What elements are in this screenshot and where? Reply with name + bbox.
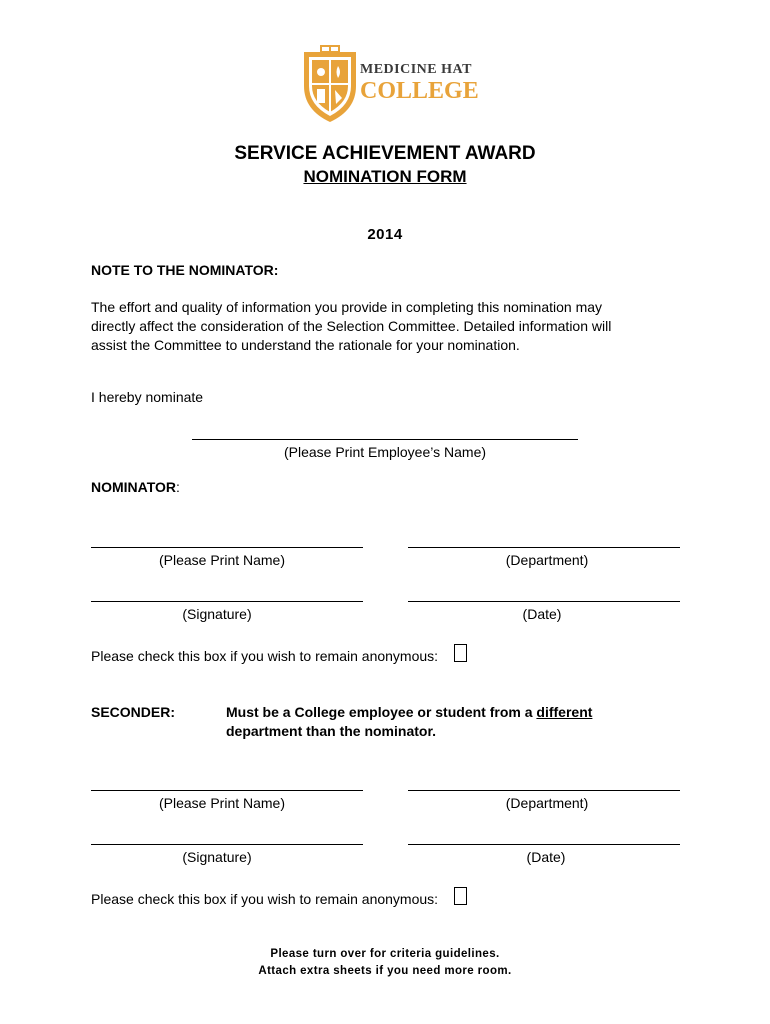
nominator-department-caption: (Department) [505, 552, 589, 568]
note-line: directly affect the consideration of the Selection Committee. Detailed information will [91, 318, 612, 334]
note-line: assist the Committee to understand the rationale for your nomination. [91, 337, 520, 353]
nominee-name-field[interactable] [192, 439, 578, 440]
nominator-date-field[interactable] [408, 601, 680, 602]
nominator-name-field[interactable] [91, 547, 363, 548]
seconder-department-field[interactable] [408, 790, 680, 791]
note-heading: NOTE TO THE NOMINATOR: [91, 262, 279, 278]
seconder-requirement-line1 [226, 704, 592, 720]
form-title: SERVICE ACHIEVEMENT AWARD [234, 143, 536, 164]
note-paragraph [91, 298, 681, 355]
seconder-signature-field[interactable] [91, 844, 363, 845]
nominate-label: I hereby nominate [91, 389, 204, 405]
seconder-anonymous-checkbox[interactable] [454, 887, 467, 905]
nominator-signature-field[interactable] [91, 601, 363, 602]
seconder-requirement-text: Must be a College employee or student from a [226, 704, 537, 720]
nominator-heading-colon: : [176, 479, 180, 495]
seconder-heading: SECONDER: [91, 704, 176, 720]
seconder-date-field[interactable] [408, 844, 680, 845]
logo-text-college: COLLEGE [360, 78, 479, 104]
seconder-department-caption: (Department) [505, 795, 589, 811]
seconder-date-caption: (Date) [526, 849, 566, 865]
seconder-requirement-emphasis: different [536, 704, 593, 720]
seconder-anonymous-label: Please check this box if you wish to remain anonymous: [91, 891, 439, 907]
seconder-name-field[interactable] [91, 790, 363, 791]
footer-line-extra-sheets: Attach extra sheets if you need more room. [258, 965, 512, 977]
footer-line-criteria: Please turn over for criteria guidelines. [270, 948, 500, 960]
nominator-date-caption: (Date) [522, 606, 562, 622]
nominator-heading-text: NOMINATOR [91, 479, 177, 495]
form-year: 2014 [367, 226, 403, 243]
note-line: The effort and quality of information you provide in completing this nomination may [91, 299, 603, 315]
nominee-name-caption: (Please Print Employee’s Name) [283, 444, 487, 460]
college-crest-icon [300, 44, 360, 124]
nominator-department-field[interactable] [408, 547, 680, 548]
seconder-requirement-line2: department than the nominator. [226, 723, 437, 739]
form-subtitle: NOMINATION FORM [303, 167, 467, 186]
logo-text-medicine-hat: MEDICINE HAT [360, 62, 472, 77]
seconder-signature-caption: (Signature) [182, 849, 252, 865]
nominator-anonymous-checkbox[interactable] [454, 644, 467, 662]
nominator-heading [91, 479, 180, 495]
nominator-anonymous-label: Please check this box if you wish to remain anonymous: [91, 648, 439, 664]
nominator-name-caption: (Please Print Name) [158, 552, 286, 568]
seconder-name-caption: (Please Print Name) [158, 795, 286, 811]
nominator-signature-caption: (Signature) [182, 606, 252, 622]
